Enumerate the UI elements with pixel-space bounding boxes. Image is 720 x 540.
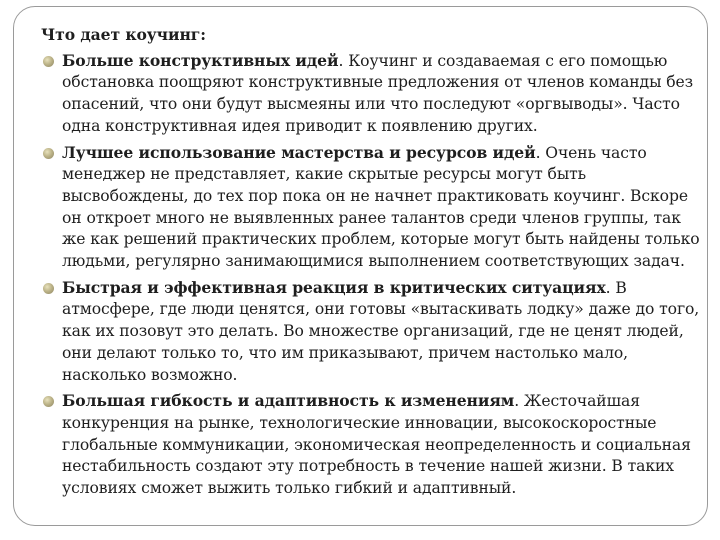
list-item [41, 390, 706, 500]
list-item [41, 277, 706, 387]
slide-content [41, 24, 706, 504]
bullet-icon [43, 148, 54, 159]
item-lead: Лучшее использование мастерства и ресурсов идей [62, 142, 536, 162]
item-lead: Быстрая и эффективная реакция в критических ситуациях [62, 277, 606, 297]
slide-frame [13, 6, 708, 526]
item-text: . Жесточайшая конкуренция на рынке, технологические инновации, высокоскоростные глобальные коммуникации, экономическая неопределенность и социальная нестабильность создают эту потребность в течение нашей жизни. В таких условиях сможет выжить только гибкий и адаптивный. [62, 392, 691, 498]
item-lead: Большая гибкость и адаптивность к изменениям [62, 391, 515, 411]
bullet-icon [43, 56, 54, 67]
item-text: . Очень часто менеджер не представляет, какие скрытые ресурсы могут быть высвобождены, до тех пор пока он не начнет практиковать коучинг. Вскоре он откроет много не выявленных ранее талантов среди членов группы, так же как решений практических проблем, которые могут быть найдены только людьми, регулярно занимающимися выполнением соответствующих задач. [62, 143, 700, 271]
bullet-icon [43, 283, 54, 294]
slide-heading: Что дает коучинг: [41, 25, 206, 44]
item-lead: Больше конструктивных идей [62, 50, 339, 70]
item-text: . Коучинг и создаваемая с его помощью обстановка поощряют конструктивные предложения от членов команды без опасений, что они будут высмеяны или что последуют «оргвыводы». Часто одна конструктивная идея приводит к появлению других. [62, 51, 694, 135]
list-item [41, 50, 706, 138]
list-item [41, 142, 706, 273]
item-text: . В атмосфере, где люди ценятся, они готовы «вытаскивать лодку» даже до того, как их позовут это делать. Во множестве организаций, где не ценят людей, они делают только то, что им приказывают, причем настолько мало, насколько возможно. [62, 278, 700, 384]
bullet-icon [43, 396, 54, 407]
benefits-list [41, 50, 706, 500]
